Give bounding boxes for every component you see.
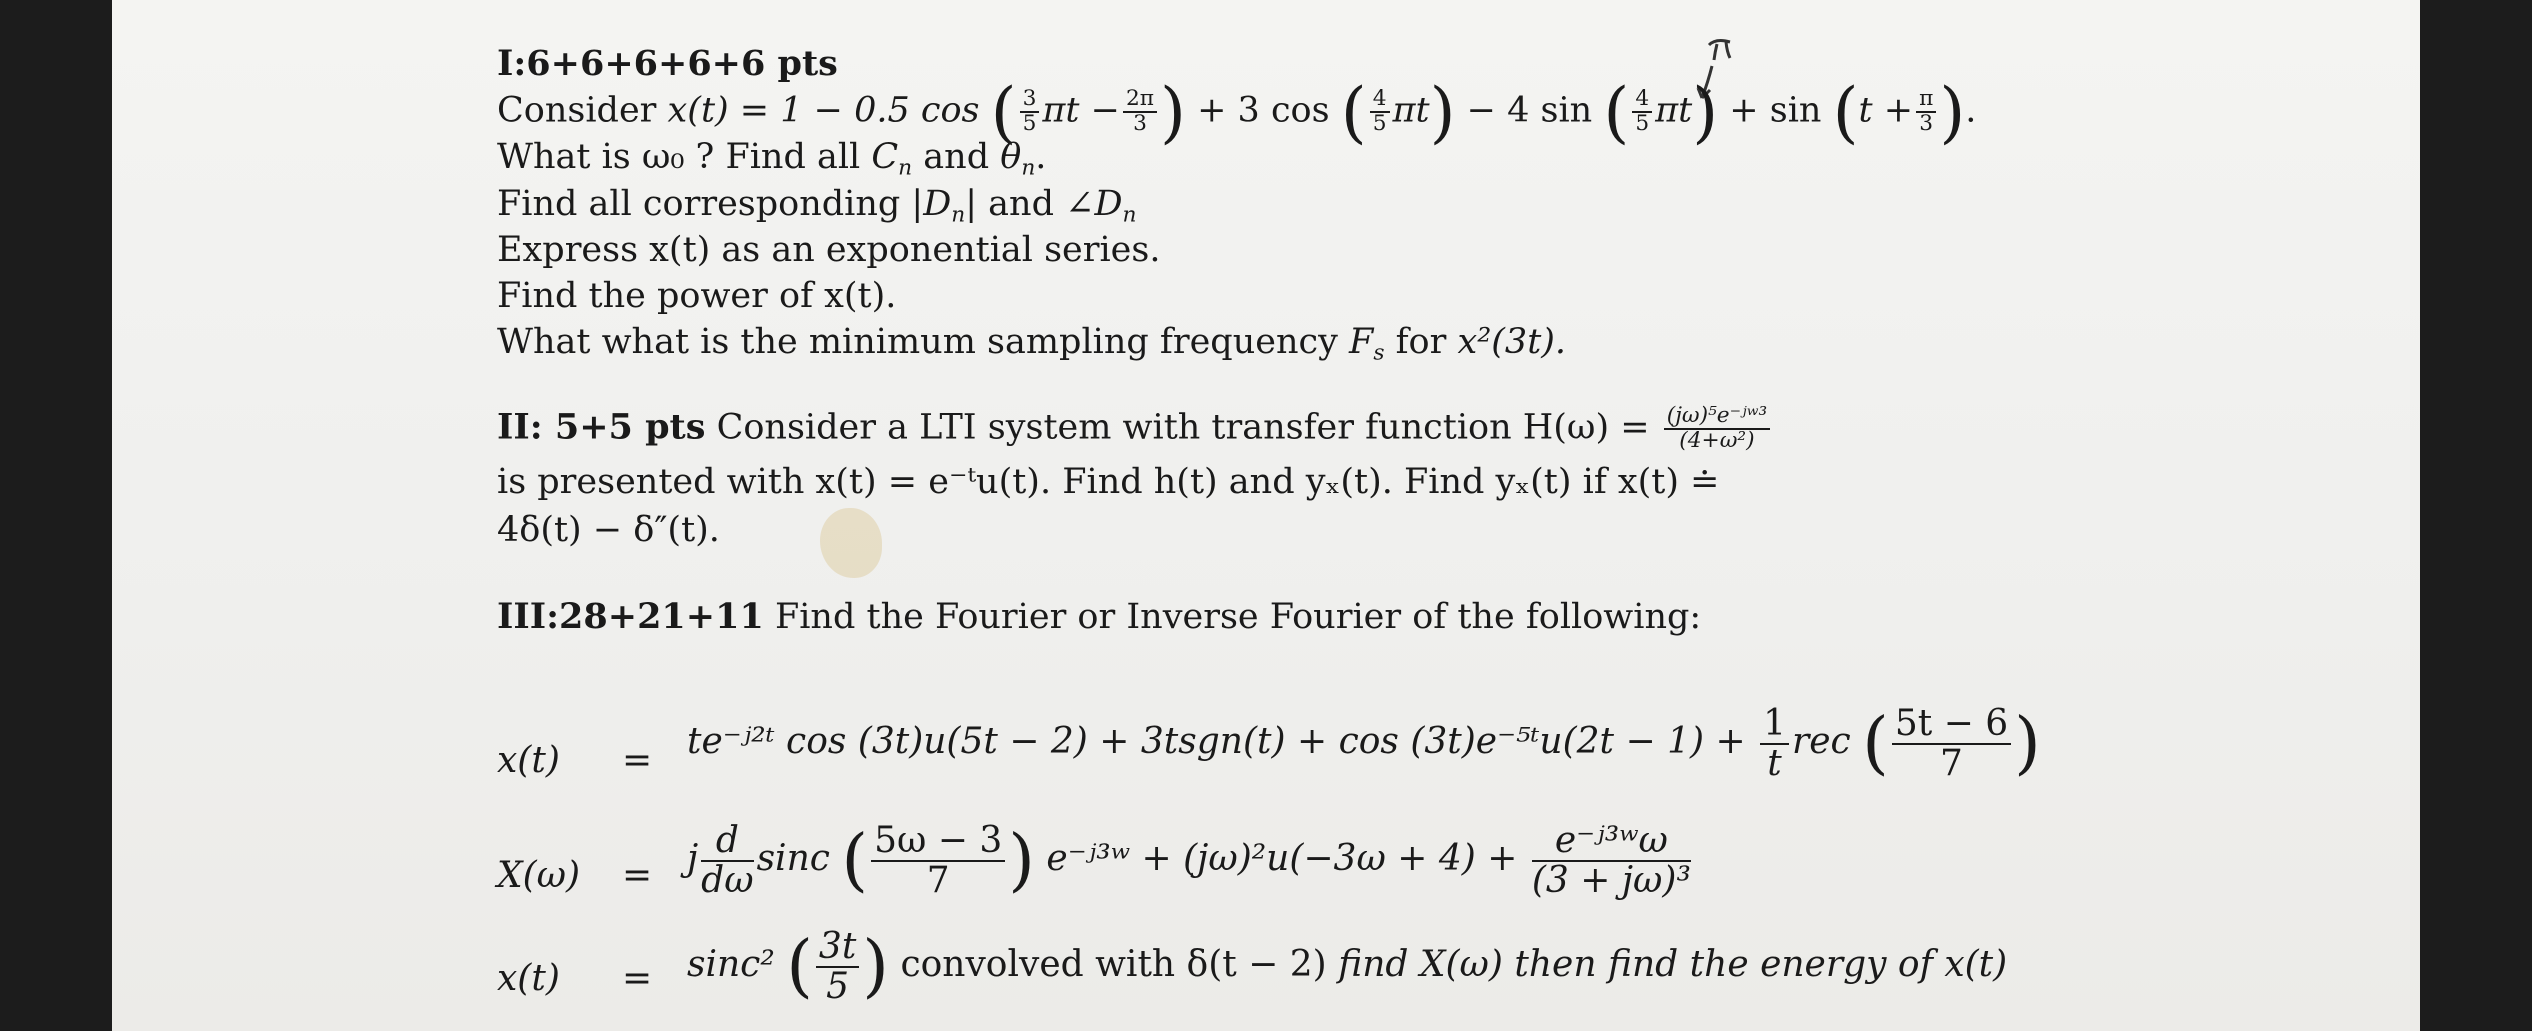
eq1-equals: =: [622, 740, 653, 781]
eq2-rhs: j $\frac{d}{d\omega}$ sinc ( $\frac{5\omega - 3}{7}$ ) e⁻ʲ³ʷ + (jω)²u(−3ω + 4) + $\frac{\text{e⁻ʲ³ʷω}}{\text{(3 + jω)³}}$: [687, 820, 1691, 901]
part2-line3: 4δ(t) − δ″(t).: [497, 510, 720, 550]
eq1-lhs: x(t): [497, 740, 560, 781]
eq3-lhs: x(t): [497, 958, 560, 999]
part1-question-dn: Find all corresponding $|D_n|$ and $\angle D_n$: [497, 184, 1137, 228]
right-frame: [2420, 0, 2532, 1031]
part1-question-power: Find the power of x(t).: [497, 276, 897, 316]
left-frame: [0, 0, 112, 1031]
eq2-lhs: X(ω): [497, 855, 581, 896]
part1-question-exponential: Express x(t) as an exponential series.: [497, 230, 1161, 270]
part1-question-fundamental: What is ω₀ ? Find all $C_n$ and $\theta_n$.: [497, 137, 1047, 181]
part1-signal-definition: Consider x(t) = 1 − 0.5 cos ( $\frac{3}{5}$ πt − $\frac{2\pi}{3}$ ) + 3 cos ( $\frac{4}{5}$ πt) − 4 sin ( $\frac{4}{5}$ πt) + sin (t + $\frac{\pi}{3}$ ).: [497, 72, 1977, 151]
paper-stain: [820, 508, 882, 578]
eq3-equals: =: [622, 958, 653, 999]
document-page: [112, 0, 2420, 1031]
part1-heading: I:6+6+6+6+6 pts: [497, 43, 838, 84]
eq3-rhs: sinc² ( $\frac{3t}{5}$ ) convolved with δ(t − 2) find X(ω) then find the energy of x(t): [687, 926, 2008, 1007]
eq1-rhs: te⁻ʲ²ᵗ cos (3t)u(5t − 2) + 3tsgn(t) + cos (3t)e⁻⁵ᵗu(2t − 1) + $\frac{1}{t}$ rec ( $\frac{5t - 6}{7}$ ): [687, 703, 2041, 784]
part1-question-sampling: What what is the minimum sampling frequency $F_s$ for x²(3t).: [497, 322, 1567, 366]
part2-line2: is presented with x(t) = e⁻ᵗu(t). Find h(t) and yₓ(t). Find yₓ(t) if x(t) ≐: [497, 462, 1720, 502]
part2-line1: II: 5+5 pts Consider a LTI system with transfer function H(ω) = $\frac{\text{(jω)⁵e⁻ʲʷ³}}{\text{(4+ω²)}}$: [497, 405, 1773, 453]
eq2-equals: =: [622, 855, 653, 896]
part3-intro: III:28+21+11 Find the Fourier or Inverse Fourier of the following:: [497, 596, 1702, 637]
